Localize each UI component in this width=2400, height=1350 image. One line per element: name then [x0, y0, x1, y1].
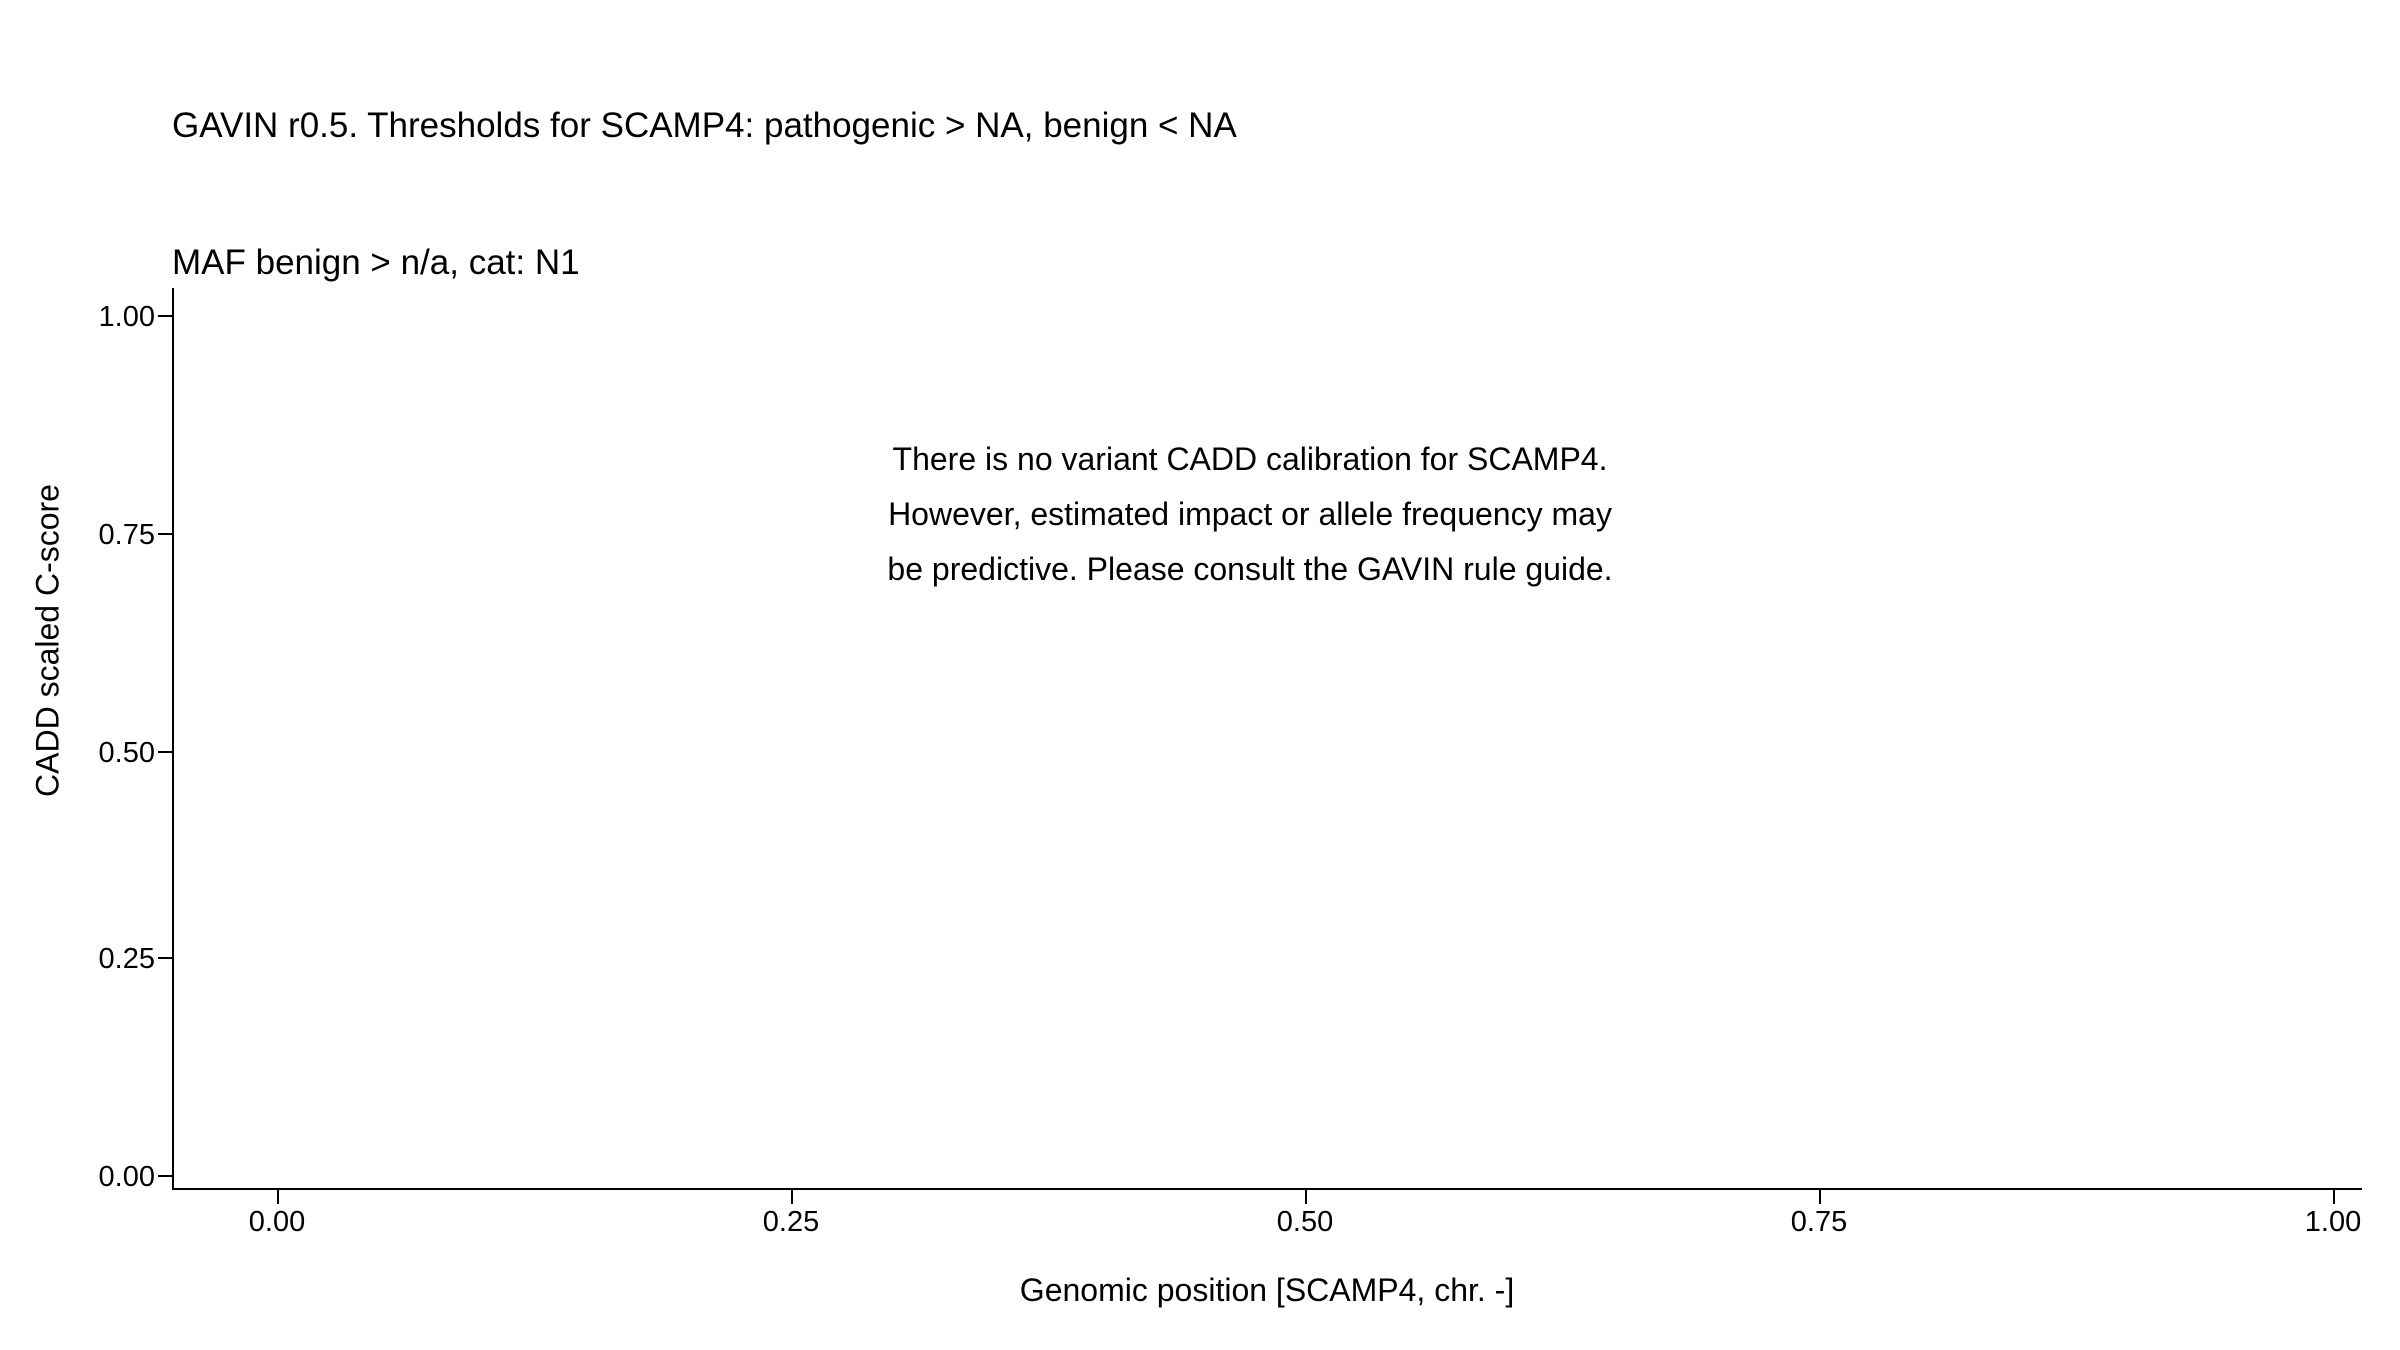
y-tick-label-0-50: 0.50: [98, 737, 155, 769]
chart-title-line-2: MAF benign > n/a, cat: N1: [172, 242, 580, 282]
x-tick-mark-0-00: [277, 1190, 279, 1204]
chart-title-line-1: GAVIN r0.5. Thresholds for SCAMP4: pathogenic > NA, benign < NA: [172, 106, 1237, 145]
x-tick-label-1-00: 1.00: [2304, 1206, 2362, 1238]
x-tick-mark-1-00: [2333, 1190, 2335, 1204]
annotation-line-2: However, estimated impact or allele frequency may: [888, 496, 1612, 533]
y-tick-label-0-75: 0.75: [98, 519, 155, 551]
x-tick-mark-0-50: [1305, 1190, 1307, 1204]
y-tick-label-0-25: 0.25: [98, 943, 155, 975]
x-tick-label-0-75: 0.75: [1790, 1206, 1848, 1238]
y-tick-mark-0-75: [158, 533, 172, 535]
annotation-line-1: There is no variant CADD calibration for SCAMP4.: [892, 441, 1608, 477]
y-tick-mark-0-50: [158, 751, 172, 753]
no-calibration-annotation: [700, 432, 1800, 597]
x-tick-label-0-50: 0.50: [1276, 1206, 1334, 1238]
x-axis-title: Genomic position [SCAMP4, chr. -]: [1019, 1272, 1515, 1308]
y-axis-title: CADD scaled C-score: [29, 484, 66, 797]
y-tick-label-0-00: 0.00: [98, 1161, 155, 1193]
x-tick-label-0-25: 0.25: [762, 1206, 820, 1238]
x-axis-line: [172, 1188, 2362, 1190]
y-tick-mark-0-25: [158, 957, 172, 959]
x-tick-mark-0-75: [1819, 1190, 1821, 1204]
plot-area: [172, 288, 2362, 1188]
y-axis-line: [172, 288, 174, 1188]
y-tick-label-1-00: 1.00: [98, 301, 155, 333]
y-tick-mark-1-00: [158, 315, 172, 317]
x-tick-label-0-00: 0.00: [248, 1206, 306, 1238]
x-tick-mark-0-25: [791, 1190, 793, 1204]
y-tick-mark-0-00: [158, 1175, 172, 1177]
annotation-line-3: be predictive. Please consult the GAVIN rule guide.: [887, 551, 1613, 588]
